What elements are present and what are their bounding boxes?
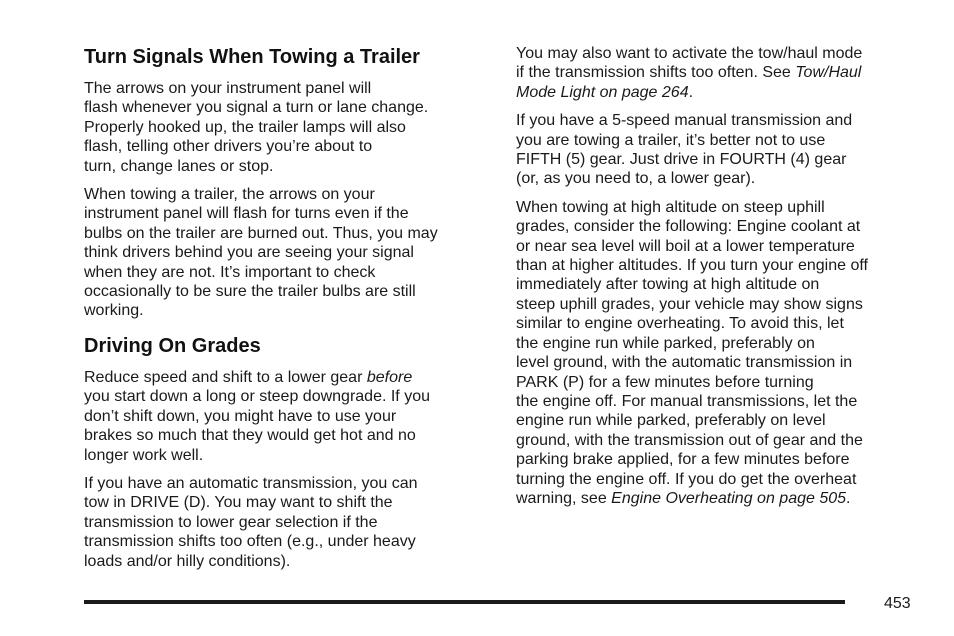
text-run: warning, see xyxy=(516,489,612,507)
text-line: If you have a 5-speed manual transmission and xyxy=(516,112,853,130)
text-line xyxy=(516,83,916,102)
text-line: grades, consider the following: Engine coolant at xyxy=(516,218,861,236)
text-run: Reduce speed and shift to a lower gear xyxy=(84,368,367,386)
text-line: steep uphill grades, your vehicle may show signs xyxy=(516,295,863,313)
text-line: immediately after towing at high altitude on xyxy=(516,276,820,294)
paragraph-turn-signals-1 xyxy=(84,79,484,176)
text-line: When towing at high altitude on steep uphill xyxy=(516,198,825,216)
text-line: flash, telling other drivers you’re about to xyxy=(84,138,373,156)
emphasis-before: before xyxy=(366,368,413,386)
text-line xyxy=(516,489,916,508)
heading-turn-signals: Turn Signals When Towing a Trailer xyxy=(84,46,420,68)
text-line: You may also want to activate the tow/haul mode xyxy=(516,45,863,62)
cross-reference-tow-haul-page[interactable]: Mode Light on page 264 xyxy=(516,83,689,101)
text-line: If you have an automatic transmission, you can xyxy=(84,474,418,492)
paragraph-tow-haul xyxy=(516,44,916,102)
paragraph-turn-signals-2 xyxy=(84,185,484,321)
paragraph-manual-transmission xyxy=(516,111,916,189)
text-line: parking brake applied, for a few minutes before xyxy=(516,451,850,469)
right-column xyxy=(516,44,916,517)
text-line: The arrows on your instrument panel will xyxy=(84,80,372,97)
paragraph-high-altitude xyxy=(516,198,916,509)
text-line: think drivers behind you are seeing your signal xyxy=(84,244,414,262)
text-line: don’t shift down, you might have to use your xyxy=(84,407,397,425)
text-line xyxy=(84,368,484,387)
cross-reference-engine-overheating[interactable]: Engine Overheating on page 505 xyxy=(611,489,847,507)
text-line: than at higher altitudes. If you turn your engine off xyxy=(516,257,868,275)
text-line: you are towing a trailer, it’s better not to use xyxy=(516,131,826,149)
text-line: turning the engine off. If you do get the overheat xyxy=(516,470,857,488)
text-line: occasionally to be sure the trailer bulbs are still xyxy=(84,283,416,301)
footer-rule xyxy=(84,600,845,604)
text-line: tow in DRIVE (D). You may want to shift the xyxy=(84,494,393,512)
text-line: instrument panel will flash for turns even if the xyxy=(84,205,409,223)
text-run: . xyxy=(846,489,851,507)
text-line: or near sea level will boil at a lower temperature xyxy=(516,237,855,255)
text-line: flash whenever you signal a turn or lane change. xyxy=(84,99,429,117)
text-line: transmission to lower gear selection if the xyxy=(84,513,378,531)
text-line: working. xyxy=(84,302,144,320)
text-line: engine run while parked, preferably on level xyxy=(516,412,826,430)
text-line: FIFTH (5) gear. Just drive in FOURTH (4) gear xyxy=(516,151,847,169)
text-line: the engine off. For manual transmissions, let the xyxy=(516,392,858,410)
text-line: ground, with the transmission out of gear and the xyxy=(516,431,863,449)
text-line: level ground, with the automatic transmission in xyxy=(516,354,853,372)
left-column xyxy=(84,44,484,580)
text-run: if the transmission shifts too often. See xyxy=(516,64,796,82)
text-line: (or, as you need to, a lower gear). xyxy=(516,170,756,188)
text-line: when they are not. It’s important to check xyxy=(84,263,376,281)
paragraph-grades-1 xyxy=(84,368,484,465)
text-line: Properly hooked up, the trailer lamps will also xyxy=(84,118,406,136)
text-line: PARK (P) for a few minutes before turning xyxy=(516,373,814,391)
text-line: brakes so much that they would get hot and no xyxy=(84,427,416,445)
cross-reference-tow-haul[interactable]: Tow/Haul xyxy=(795,64,862,82)
paragraph-grades-2 xyxy=(84,474,484,571)
text-line: you start down a long or steep downgrade. If you xyxy=(84,388,430,406)
text-line: transmission shifts too often (e.g., under heavy xyxy=(84,533,416,551)
page-number: 453 xyxy=(884,595,911,612)
text-line: longer work well. xyxy=(84,446,204,464)
text-line: turn, change lanes or stop. xyxy=(84,157,274,175)
text-line: When towing a trailer, the arrows on your xyxy=(84,186,375,204)
text-line: the engine run while parked, preferably on xyxy=(516,334,815,352)
text-line: loads and/or hilly conditions). xyxy=(84,552,291,570)
text-line: similar to engine overheating. To avoid this, let xyxy=(516,315,844,333)
heading-driving-on-grades: Driving On Grades xyxy=(84,334,261,357)
text-line xyxy=(516,63,916,82)
text-line: bulbs on the trailer are burned out. Thus, you may xyxy=(84,224,438,242)
text-run: . xyxy=(688,83,694,101)
